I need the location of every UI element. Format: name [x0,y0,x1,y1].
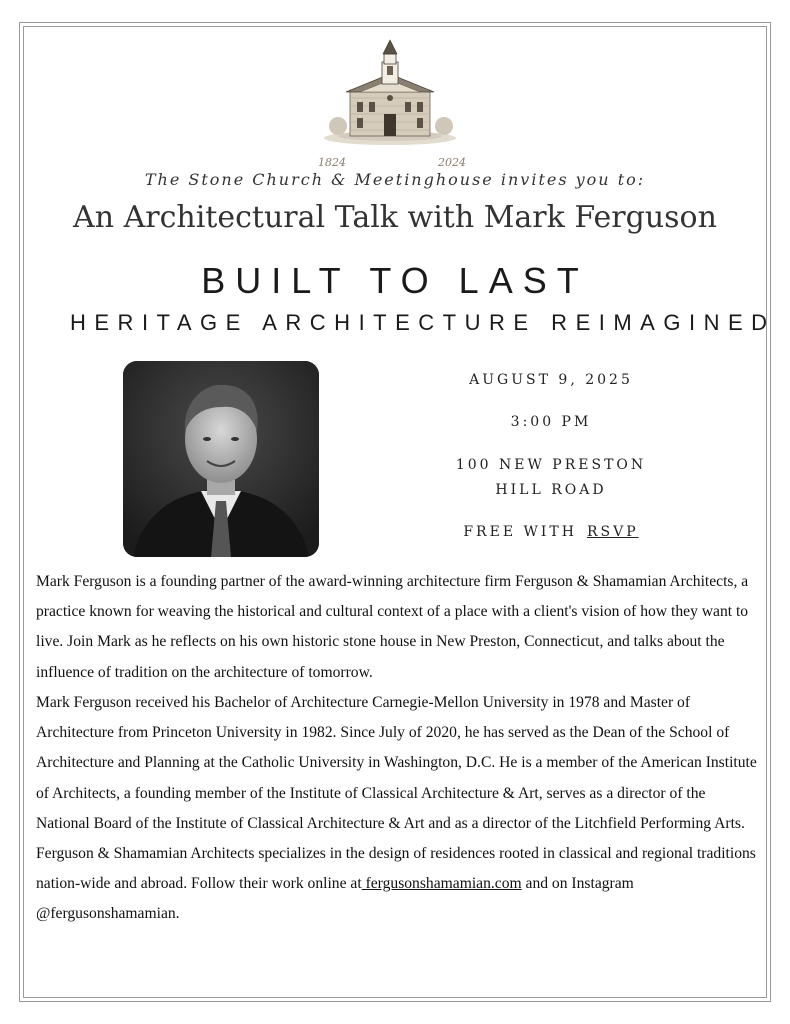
speaker-portrait [123,361,319,557]
event-address-line2: HILL ROAD [495,482,607,498]
event-subtitle: HERITAGE ARCHITECTURE REIMAGINED [70,310,776,335]
bio-paragraph-2 [36,688,760,930]
bio-paragraph-1: Mark Ferguson is a founding partner of the award-winning architecture firm Ferguson & Shamamian Architects, a practice known for weaving the historical and cultural context of a place with a client's vision of how they want to live. Join Mark as he reflects on his own historic stone house in New Preston, Connecticut, and talks about the influence of tradition on the architecture of tomorrow. [36,573,749,681]
rsvp-link[interactable]: RSVP [586,524,639,540]
admission-text: FREE WITH [463,524,577,540]
church-logo [310,38,470,169]
admission-line [440,524,662,540]
event-date: AUGUST 9, 2025 [469,372,633,388]
event-time: 3:00 PM [510,414,592,430]
church-illustration-icon [310,38,470,150]
founding-year: 1824 [318,156,346,169]
invitation-line: The Stone Church & Meetinghouse invites you to: [144,170,646,189]
anniversary-year: 2024 [438,156,466,169]
talk-title: An Architectural Talk with Mark Ferguson [73,200,717,235]
event-address-line1: 100 NEW PRESTON [455,457,647,473]
bio-paragraph-2-text: Mark Ferguson received his Bachelor of Architecture Carnegie-Mellon University in 1978 and Master of Architecture from Princeton University in 1982. Since July of 2020, he has served as the Dean of the School of Architecture and Planning at the Catholic University in Washington, D.C. He is a member of the American Institute of Architects, a founding member of the Institute of Classical Architecture & Art, serves as a director of the National Board of the Institute of Classical Architecture & Art and as a director of the Litchfield Performing Arts. Ferguson & Shamamian Architects specializes in the design of residences rooted in classical and regional traditions nation-wide and abroad. Follow their work online at [36,694,757,893]
event-title: BUILT TO LAST [201,260,589,301]
website-link[interactable]: fergusonshamamian.com [361,875,522,893]
bio-paragraph-2-end: and on Instagram @fergusonshamamian. [36,875,634,923]
